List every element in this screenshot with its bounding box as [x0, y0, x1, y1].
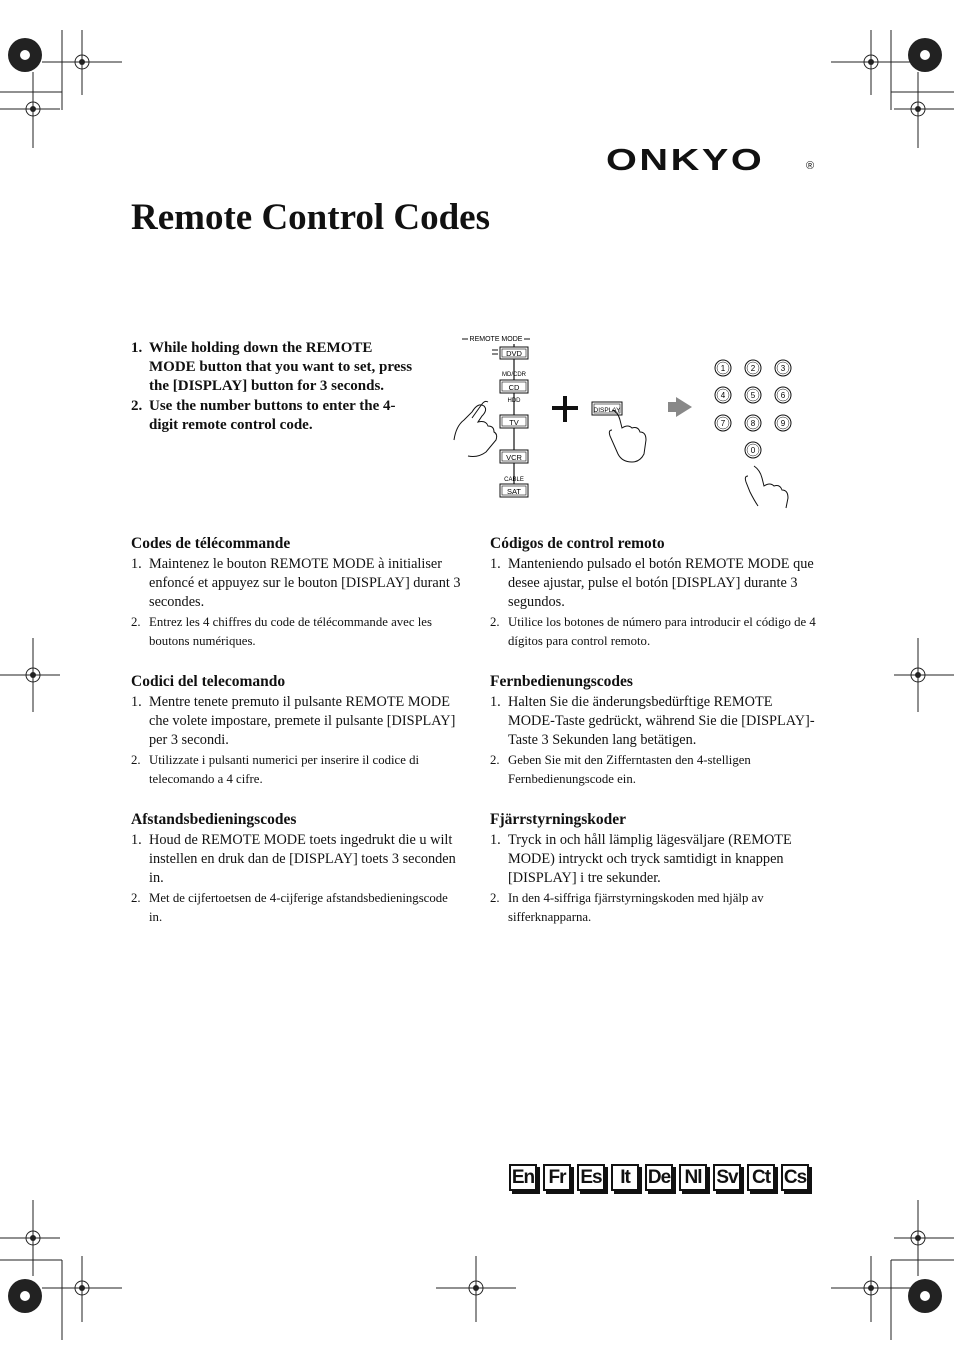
svg-text:7: 7 [720, 419, 726, 428]
svg-text:CD: CD [508, 383, 520, 392]
number-keypad [715, 360, 791, 458]
section-german [490, 673, 820, 789]
section-heading: Codici del telecomando [131, 673, 286, 690]
svg-text:9: 9 [780, 419, 786, 428]
english-steps [131, 339, 421, 435]
list-item: 2. Geben Sie mit den Zifferntasten den 4-stelligen Fernbedienungscode ein. [490, 752, 751, 786]
list-item: 2. Met de cijfertoetsen de 4-cijferige afstandsbedieningscode in. [131, 890, 448, 924]
section-heading: Códigos de control remoto [490, 535, 665, 552]
section-heading: Codes de télécommande [131, 535, 291, 552]
svg-text:5: 5 [750, 391, 756, 400]
mode-button-tv [500, 415, 528, 428]
list-item: 2. Use the number buttons to enter the 4-digit remote control code. [131, 397, 396, 433]
key-1 [715, 360, 731, 376]
mode-button-cd [500, 380, 528, 393]
mode-button-dvd [500, 347, 528, 359]
language-badge-cs: Cs [781, 1164, 809, 1191]
remote-diagram [440, 330, 820, 510]
list-item: 1. Mentre tenete premuto il pulsante REMOTE MODE che volete impostare, premete il pulsante [DISPLAY] per 3 secondi. [131, 694, 456, 749]
language-badge-nl: Nl [679, 1164, 707, 1191]
hand-icon [745, 466, 788, 508]
list-item: 1. Halten Sie die änderungsbedürftige REMOTE MODE-Taste gedrückt, während Sie die [DISPLAY]-Taste 3 Sekunden lang betätigen. [490, 694, 815, 749]
key-6 [775, 387, 791, 403]
svg-text:SAT: SAT [506, 487, 522, 496]
language-badge-de: De [645, 1164, 673, 1191]
display-button-illustration [592, 402, 646, 462]
language-badge-ct: Ct [747, 1164, 775, 1191]
list-item: 2. Utilice los botones de número para introducir el código de 4 dígitos para control remoto. [490, 614, 816, 648]
display-button-label: DISPLAY [593, 407, 621, 414]
page-title: Remote Control Codes [131, 197, 490, 238]
section-heading: Fjärrstyrningskoder [490, 811, 627, 828]
section-swedish [490, 811, 820, 927]
svg-text:1: 1 [720, 364, 726, 373]
key-4 [715, 387, 731, 403]
section-spanish [490, 535, 820, 651]
remote-mode-group [454, 336, 530, 497]
list-item: 1. Maintenez le bouton REMOTE MODE à initialiser enfoncé et appuyez sur le bouton [DISPLAY] durant 3 secondes. [131, 556, 461, 611]
section-heading: Afstandsbedieningscodes [131, 811, 297, 828]
language-badge-fr: Fr [543, 1164, 571, 1191]
section-italian [131, 673, 461, 789]
svg-text:TV: TV [509, 418, 519, 427]
hand-icon [609, 410, 646, 462]
section-heading: Fernbedienungscodes [490, 673, 633, 690]
mode-sublabel: HDD [507, 398, 521, 404]
section-french [131, 535, 461, 651]
list-item: 1. Manteniendo pulsado el botón REMOTE MODE que desee ajustar, pulse el botón [DISPLAY] durante 3 segundos. [490, 556, 814, 611]
mode-button-vcr [500, 450, 528, 463]
language-badge-it: It [611, 1164, 639, 1191]
svg-text:2: 2 [750, 364, 756, 373]
mode-button-sat [500, 484, 528, 497]
key-8 [745, 415, 761, 431]
svg-text:VCR: VCR [506, 453, 522, 462]
svg-text:3: 3 [780, 364, 786, 373]
language-badge-en: En [509, 1164, 537, 1191]
svg-text:DVD: DVD [506, 349, 522, 358]
plus-icon [552, 396, 578, 422]
mode-sublabel: CABLE [504, 477, 524, 483]
brand-logo: ONKYO [606, 142, 765, 177]
svg-text:6: 6 [780, 391, 786, 400]
list-item: 1. Houd de REMOTE MODE toets ingedrukt die u wilt instellen en druk dan de [DISPLAY] toets 3 seconden in. [131, 832, 456, 887]
registered-mark: ® [806, 160, 815, 172]
svg-text:4: 4 [720, 391, 726, 400]
key-0 [745, 442, 761, 458]
key-5 [745, 387, 761, 403]
mode-sublabel: MD/CDR [502, 372, 526, 378]
key-7 [715, 415, 731, 431]
remote-mode-label: REMOTE MODE [469, 336, 523, 343]
svg-text:0: 0 [750, 446, 756, 455]
list-item: 2. In den 4-siffriga fjärrstyrningskoden med hjälp av sifferknapparna. [490, 890, 764, 924]
key-3 [775, 360, 791, 376]
list-item: 2. Utilizzate i pulsanti numerici per inserire il codice di telecomando a 4 cifre. [131, 752, 420, 786]
arrow-right-icon [668, 397, 692, 417]
language-badge-sv: Sv [713, 1164, 741, 1191]
section-dutch [131, 811, 461, 927]
key-2 [745, 360, 761, 376]
list-item: 1. While holding down the REMOTE MODE button that you want to set, press the [DISPLAY] button for 3 seconds. [131, 340, 413, 395]
svg-text:8: 8 [750, 419, 756, 428]
list-item: 1. Tryck in och håll lämplig lägesväljare (REMOTE MODE) intryckt och tryck samtidigt in knappen [DISPLAY] i tre sekunder. [490, 832, 792, 887]
language-badges [509, 1164, 809, 1191]
language-badge-es: Es [577, 1164, 605, 1191]
key-9 [775, 415, 791, 431]
list-item: 2. Entrez les 4 chiffres du code de télécommande avec les boutons numériques. [131, 614, 432, 648]
